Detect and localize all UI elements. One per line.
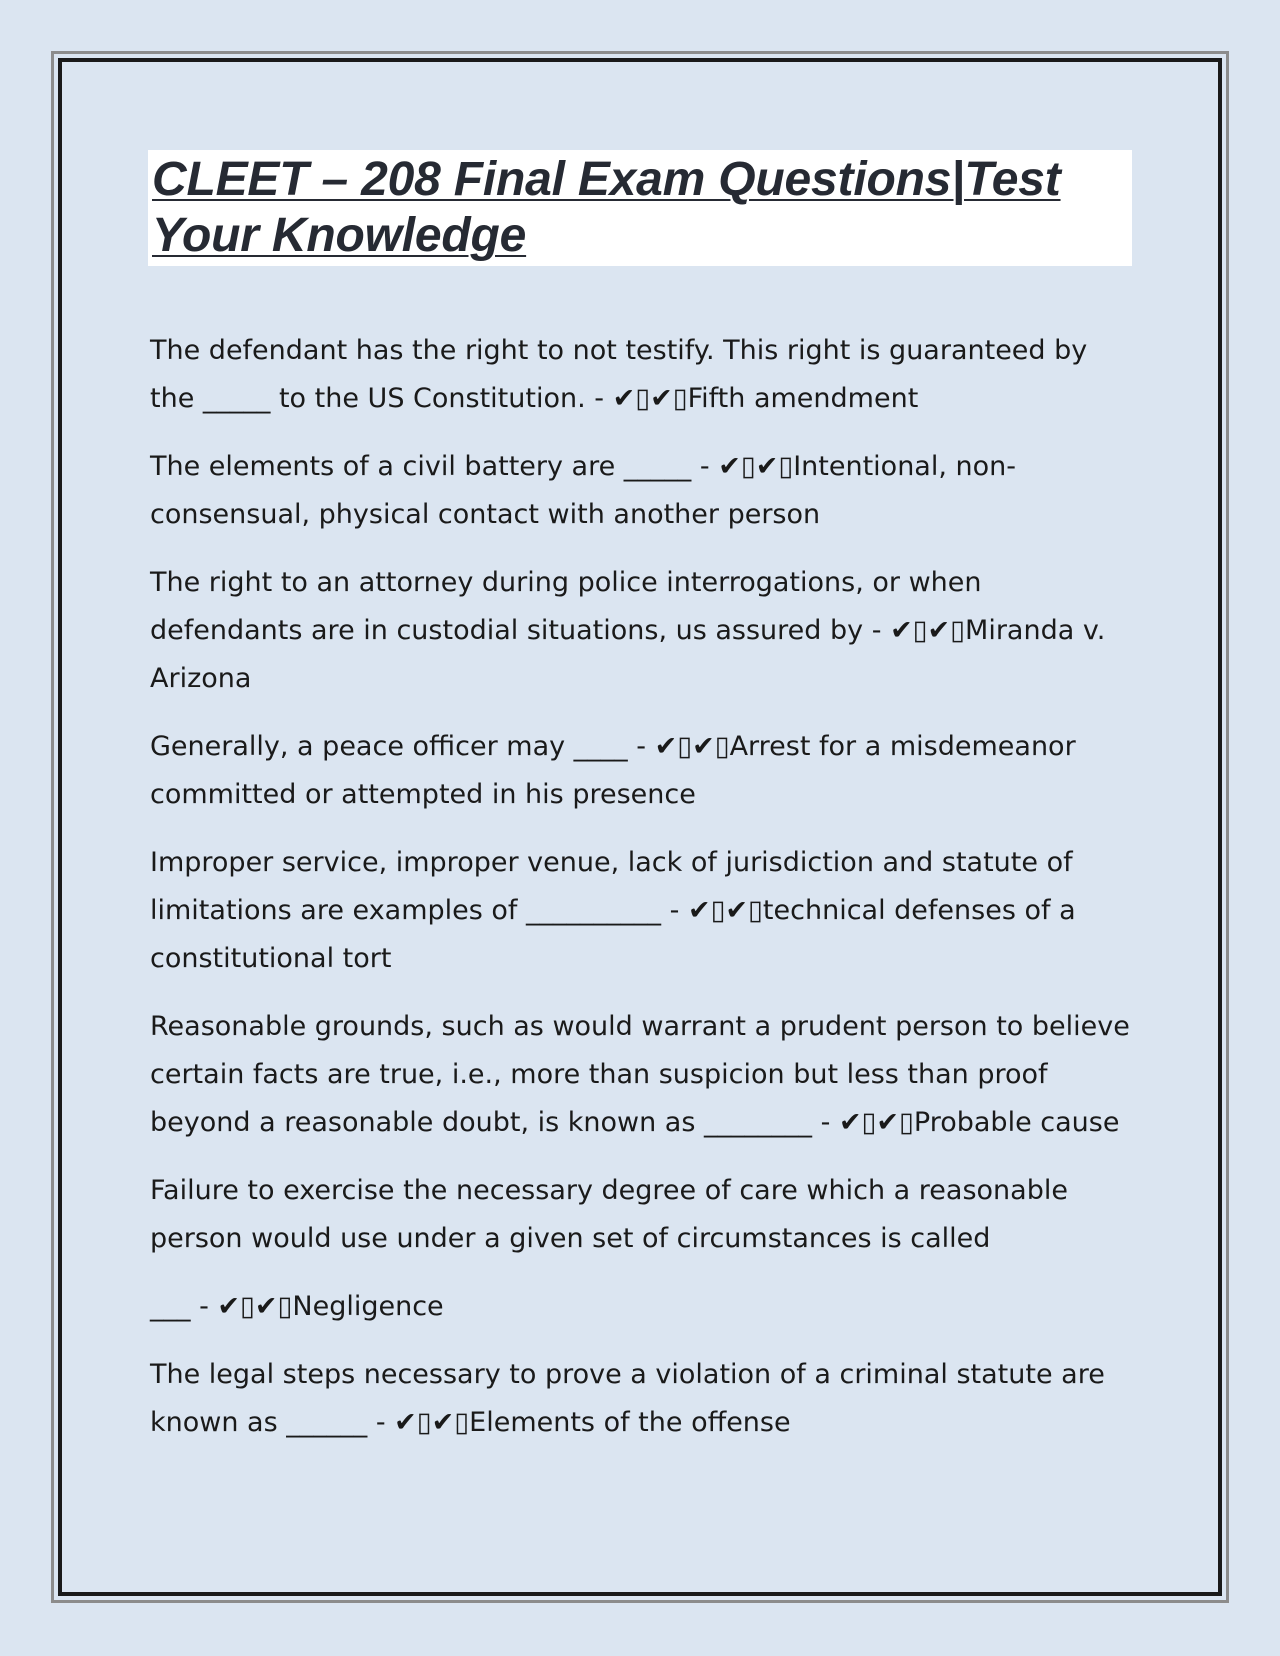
question-answer-4: Generally, a peace officer may ____ - ✔▯✔▯Arrest for a misdemeanor committed or attempted in his presence (150, 731, 1076, 810)
question-text: ___ (150, 1291, 191, 1322)
question-answer-8: ___ - ✔▯✔▯Negligence (150, 1291, 444, 1322)
question-answer-7 (150, 1167, 1140, 1263)
checkmark-icon: ✔▯✔▯ (890, 615, 966, 646)
answer-text: technical defenses of a constitutional tort (150, 895, 1076, 974)
checkmark-icon: ✔▯✔▯ (394, 1407, 470, 1438)
question-answer-3: The right to an attorney during police interrogations, or when defendants are in custodial situations, us assured by - ✔▯✔▯Miranda v. Arizona (150, 567, 1106, 694)
answer-text: Fifth amendment (687, 383, 919, 414)
question-text: Failure to exercise the necessary degree of care which a reasonable person would use under a given set of circumstances is called (150, 1175, 1068, 1254)
question-text: The legal steps necessary to prove a violation of a criminal statute are known as ______ (150, 1359, 1105, 1438)
checkmark-icon: ✔▯✔▯ (838, 1107, 914, 1138)
checkmark-icon: ✔▯✔▯ (718, 451, 794, 482)
question-text: The elements of a civil battery are _____ (150, 451, 692, 482)
answer-text: Negligence (292, 1291, 444, 1322)
question-text: Reasonable grounds, such as would warrant a prudent person to believe certain facts are true, i.e., more than suspicion but less than proof beyond a reasonable doubt, is known as ________ (150, 1011, 1130, 1138)
answer-text: Intentional, non-consensual, physical contact with another person (150, 451, 1017, 530)
question-answer-6: Reasonable grounds, such as would warrant a prudent person to believe certain facts are true, i.e., more than suspicion but less than proof beyond a reasonable doubt, is known as ________ - ✔▯✔▯Probable cause (150, 1011, 1130, 1138)
answer-text: Arrest for a misdemeanor committed or attempted in his presence (150, 731, 1076, 810)
answer-text: Miranda v. Arizona (150, 615, 1106, 694)
question-answer-1: The defendant has the right to not testify. This right is guaranteed by the _____ to the US Constitution. - ✔▯✔▯Fifth amendment (150, 335, 1088, 414)
question-answer-9: The legal steps necessary to prove a violation of a criminal statute are known as ______ - ✔▯✔▯Elements of the offense (150, 1359, 1105, 1438)
checkmark-icon: ✔▯✔▯ (217, 1291, 293, 1322)
question-answer-2: The elements of a civil battery are _____ - ✔▯✔▯Intentional, non-consensual, physical contact with another person (150, 451, 1017, 530)
page-title: CLEET – 208 Final Exam Questions|Test Your Knowledge (152, 153, 1061, 262)
question-text: The defendant has the right to not testify. This right is guaranteed by the _____ to the US Constitution. (150, 335, 1088, 414)
answer-text: Probable cause (913, 1107, 1120, 1138)
question-answer-5: Improper service, improper venue, lack of jurisdiction and statute of limitations are examples of __________ - ✔▯✔▯technical defenses of a constitutional tort (150, 847, 1076, 974)
answer-text: Elements of the offense (469, 1407, 791, 1438)
checkmark-icon: ✔▯✔▯ (612, 383, 688, 414)
question-list (150, 327, 1140, 1467)
question-text: The right to an attorney during police interrogations, or when defendants are in custodial situations, us assured by (150, 567, 982, 646)
question-text: Improper service, improper venue, lack of jurisdiction and statute of limitations are examples of __________ (150, 847, 1073, 926)
question-text: Generally, a peace officer may ____ (150, 731, 628, 762)
title-box (148, 150, 1132, 266)
checkmark-icon: ✔▯✔▯ (654, 731, 730, 762)
checkmark-icon: ✔▯✔▯ (687, 895, 763, 926)
